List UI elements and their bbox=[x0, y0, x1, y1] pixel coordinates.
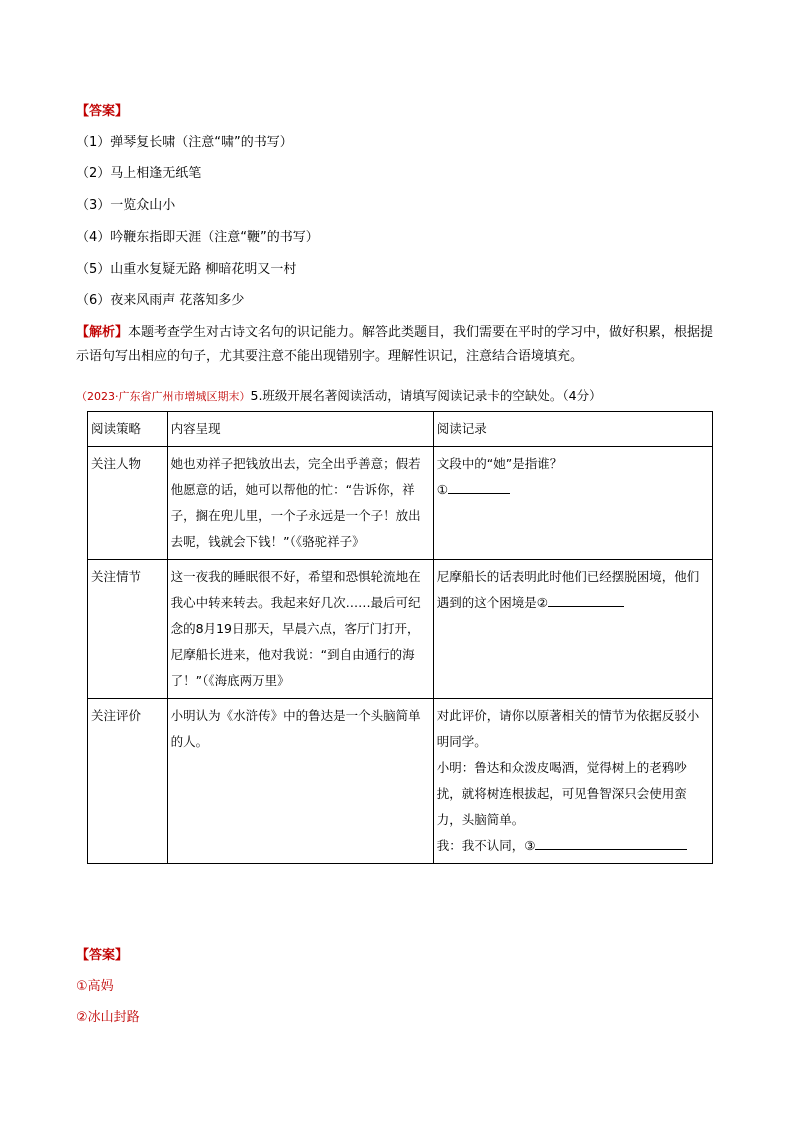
answer-item: （4）吟鞭东指即天涯（注意“鞭”的书写） bbox=[76, 230, 319, 245]
header-record: 阅读记录 bbox=[433, 412, 712, 447]
answer-item: （5）山重水复疑无路 柳暗花明又一村 bbox=[76, 262, 297, 277]
answer-blank-1[interactable] bbox=[448, 479, 510, 494]
analysis-paragraph bbox=[76, 321, 721, 369]
row-content: 她也劝祥子把钱放出去，完全出乎善意；假若他愿意的话，她可以帮他的忙：“告诉你，祥子，搁在兜儿里，一个子永远是一个子！放出去呢，钱就会下钱！”（《骆驼祥子》 bbox=[167, 447, 433, 560]
record-me-label: 我：我不认同，③ bbox=[436, 838, 536, 853]
row-strategy: 关注评价 bbox=[88, 699, 168, 864]
reading-record-table bbox=[87, 411, 713, 864]
answer-item: ①高妈 bbox=[76, 979, 114, 994]
question-text: 5.班级开展名著阅读活动，请填写阅读记录卡的空缺处。（4分） bbox=[250, 388, 602, 403]
answer-tag: 【答案】 bbox=[76, 948, 129, 963]
analysis-tag: 【解析】 bbox=[76, 325, 129, 340]
answer-item: （2）马上相逢无纸笔 bbox=[76, 166, 202, 181]
answer-item: （1）弹琴复长啸（注意“啸”的书写） bbox=[76, 135, 293, 150]
table-row bbox=[88, 447, 713, 560]
question-5 bbox=[76, 386, 602, 407]
row-content: 这一夜我的睡眠很不好，希望和恐惧轮流地在我心中转来转去。我起来好几次……最后可纪念的8月19日那天，早晨六点，客厅门打开，尼摩船长进来，他对我说：“到自由通行的海了！”（《海底两万里》 bbox=[167, 560, 433, 699]
table-header-row bbox=[88, 412, 713, 447]
header-content: 内容呈现 bbox=[167, 412, 433, 447]
answer-blank-3[interactable] bbox=[535, 835, 687, 850]
record-question: 尼摩船长的话表明此时他们已经摆脱困境，他们遇到的这个困境是② bbox=[436, 569, 700, 610]
row-strategy: 关注人物 bbox=[88, 447, 168, 560]
row-content: 小明认为《水浒传》中的鲁达是一个头脑简单的人。 bbox=[167, 699, 433, 864]
table-row bbox=[88, 560, 713, 699]
record-mark: ① bbox=[436, 482, 448, 497]
question-source: （2023·广东省广州市增城区期末） bbox=[76, 390, 251, 403]
header-strategy: 阅读策略 bbox=[88, 412, 168, 447]
answer-tag: 【答案】 bbox=[76, 104, 129, 119]
record-my-view bbox=[437, 833, 709, 859]
record-answer-line bbox=[437, 477, 709, 503]
row-record bbox=[433, 699, 712, 864]
row-record bbox=[433, 447, 712, 560]
row-record bbox=[433, 560, 712, 699]
answer-blank-2[interactable] bbox=[548, 592, 624, 607]
answer-item: （3）一览众山小 bbox=[76, 198, 176, 213]
record-classmate-view: 小明：鲁达和众泼皮喝酒，觉得树上的老鸦吵扰，就将树连根拔起，可见鲁智深只会使用蛮力，头脑简单。 bbox=[436, 760, 687, 827]
record-question: 对此评价，请你以原著相关的情节为依据反驳小明同学。 bbox=[436, 708, 700, 749]
answer-item: ②冰山封路 bbox=[76, 1010, 140, 1025]
analysis-text: 本题考查学生对古诗文名句的识记能力。解答此类题目，我们需要在平时的学习中，做好积累，根据提示语句写出相应的句子，尤其要注意不能出现错别字。理解性识记，注意结合语境填充。 bbox=[76, 325, 714, 364]
record-question: 文段中的“她”是指谁？ bbox=[436, 456, 563, 471]
answer-item: （6）夜来风雨声 花落知多少 bbox=[76, 293, 245, 308]
row-strategy: 关注情节 bbox=[88, 560, 168, 699]
table-row bbox=[88, 699, 713, 864]
